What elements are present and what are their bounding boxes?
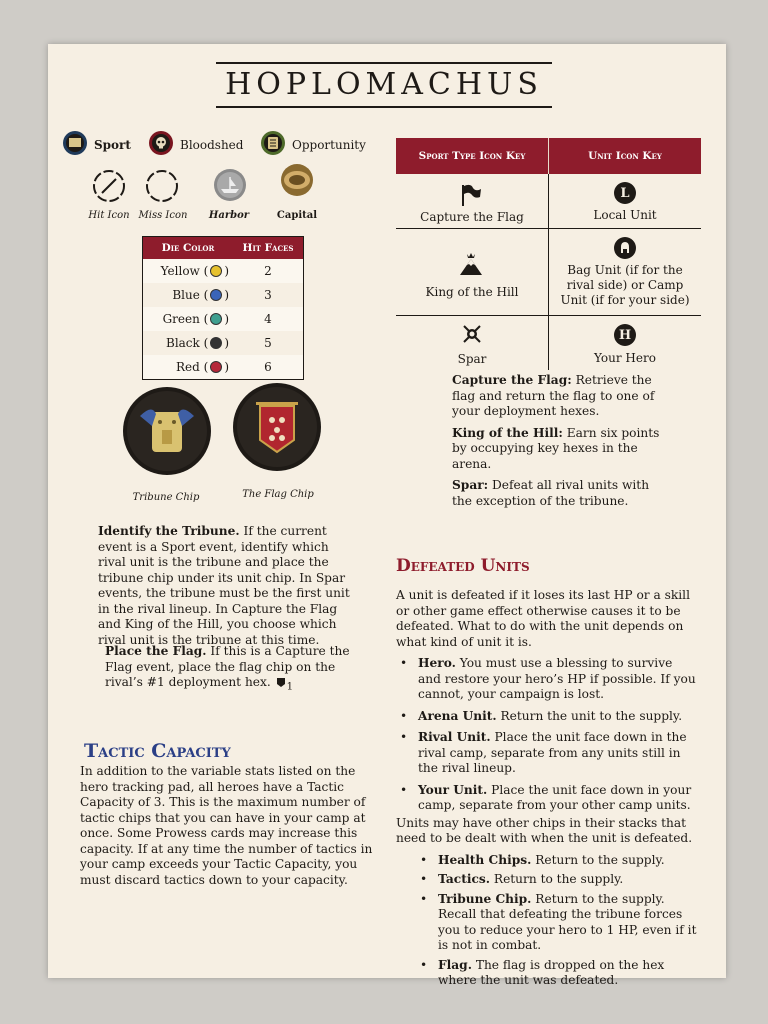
die-color-label: Green (	[162, 312, 209, 326]
die-color-cell	[143, 288, 233, 302]
skull-icon	[148, 130, 174, 159]
die-color-close: )	[224, 360, 229, 374]
unit-cell-bag	[549, 229, 701, 315]
die-icon	[210, 337, 222, 349]
flag-chip-caption: The Flag Chip	[242, 489, 314, 500]
list-item: • Arena Unit. Return the unit to the supply.	[396, 709, 698, 725]
die-table-row	[143, 259, 303, 283]
tribune-chip-caption: Tribune Chip	[132, 492, 200, 503]
list-item: • Your Unit. Place the unit face down in your camp, separate from your other camp units.	[396, 783, 698, 814]
defeated-intro: A unit is defeated if it loses its last HP or a skill or other game effect otherwise causes it to be defeated. What to do with the unit depends on what kind of unit it is.	[396, 588, 690, 649]
defeated-middle: Units may have other chips in their stacks that need to be dealt with when the unit is defeated.	[396, 815, 693, 845]
die-color-label: Blue (	[172, 288, 209, 302]
legend-bloodshed	[148, 130, 243, 159]
capital-caption: Capital	[276, 210, 318, 221]
hit-faces-cell: 2	[264, 264, 272, 278]
sport-cell-spar	[396, 316, 549, 370]
title-block	[216, 62, 552, 108]
die-color-cell	[143, 360, 233, 374]
spar-label: Spar	[457, 352, 487, 366]
hit-icon-caption: Hit Icon	[88, 210, 130, 221]
deployment-hex-number: 1	[286, 681, 294, 693]
sport-row-koth	[396, 229, 701, 316]
spar-description: Spar: Defeat all rival units with the exception of the tribune.	[452, 478, 650, 508]
sport-descriptions	[452, 373, 664, 509]
die-color-cell	[143, 312, 233, 326]
tribune-chip-icon	[122, 386, 212, 480]
defeated-units-section	[396, 588, 698, 989]
list-item: • Health Chips. Return to the supply.	[416, 853, 698, 869]
legend-bloodshed-label: Bloodshed	[180, 137, 244, 152]
place-flag-paragraph: Place the Flag. If this is a Capture the Flag event, place the flag chip on the rival’s #1 deployment hex. $_1$	[105, 644, 350, 693]
legend-sport-label: Sport	[94, 137, 131, 152]
list-item: • Flag. The flag is dropped on the hex where the unit was defeated.	[416, 958, 698, 989]
hit-faces-cell: 3	[264, 288, 272, 302]
unit-cell-hero	[549, 316, 701, 370]
list-item: • Rival Unit. Place the unit face down in the rival camp, separate from any units still in the rival lineup.	[396, 730, 698, 777]
die-table-row	[143, 331, 303, 355]
hit-faces-cell: 4	[264, 312, 272, 326]
title-rule-bottom	[216, 106, 552, 108]
die-table-row	[143, 307, 303, 331]
hit-icon	[91, 168, 127, 208]
die-color-cell	[143, 264, 233, 278]
hit-faces-header: Hit Faces	[242, 242, 294, 254]
die-color-label: Red (	[175, 360, 209, 374]
tactic-capacity-text: In addition to the variable stats listed on the hero tracking pad, all heroes have a Tactic Capacity of 3. This is the maximum number of tactic chips that you can have in your camp at once. Some Prowess cards may increase this capacity. If at any time the number of tactics in your camp exceeds your Tactic Capacity, you must discard tactics down to your capacity.	[80, 764, 373, 887]
sport-row-ctf	[396, 174, 701, 229]
die-color-close: )	[224, 288, 229, 302]
die-table-row	[143, 283, 303, 307]
die-icon	[210, 313, 222, 325]
deployment-hex-icon	[275, 675, 287, 689]
sport-table-header	[396, 138, 701, 174]
die-table-body	[143, 259, 303, 379]
hit-faces-cell: 5	[264, 336, 272, 350]
list-item: • Hero. You must use a blessing to survive and restore your hero’s HP if possible. If you cannot, your campaign is lost.	[396, 656, 698, 703]
koth-label: King of the Hill	[425, 285, 519, 299]
ctf-label: Capture the Flag	[420, 210, 524, 224]
unit-icon-header: Unit Icon Key	[588, 150, 662, 162]
die-icon	[210, 289, 222, 301]
die-table-row	[143, 355, 303, 379]
opportunity-icon	[260, 130, 286, 159]
die-table-header	[143, 237, 303, 259]
capital-icon	[279, 162, 315, 202]
sport-type-table	[396, 138, 701, 370]
list-item: • Tribune Chip. Return to the supply. Recall that defeating the tribune forces you to reduce your hero to 1 HP, even if it is not in combat.	[416, 892, 698, 954]
die-color-header: Die Color	[161, 242, 215, 254]
legend-opportunity-label: Opportunity	[292, 137, 366, 152]
local-unit-label: Local Unit	[593, 208, 657, 222]
legend-opportunity	[260, 130, 366, 159]
koth-description: King of the Hill: Earn six points by occupying key hexes in the arena.	[452, 425, 660, 471]
ctf-description: Capture the Flag: Retrieve the flag and return the flag to one of your deployment hexes.	[452, 373, 655, 418]
miss-icon-caption: Miss Icon	[138, 210, 188, 221]
sport-row-spar	[396, 316, 701, 370]
unit-cell-local	[549, 174, 701, 228]
sport-type-header: Sport Type Icon Key	[396, 138, 549, 174]
defeated-unit-list	[396, 656, 698, 814]
legend-sport	[62, 130, 131, 159]
spar-swords-icon	[460, 322, 484, 349]
die-color-cell	[143, 336, 233, 350]
sport-cell-koth	[396, 229, 549, 315]
flag-chip-icon	[232, 382, 322, 476]
defeated-chip-list	[396, 853, 698, 989]
hero-unit-label: Your Hero	[594, 351, 656, 365]
hit-faces-cell: 6	[264, 360, 272, 374]
page-title: HOPLOMACHUS	[225, 67, 543, 102]
tactic-capacity-heading: Tactic Capacity	[84, 740, 231, 762]
sport-cell-ctf	[396, 174, 549, 228]
hill-icon	[458, 251, 484, 280]
die-icon	[210, 265, 222, 277]
helmet-icon	[614, 237, 636, 259]
defeated-units-heading: Defeated Units	[396, 556, 530, 576]
die-color-label: Black (	[166, 336, 209, 350]
die-color-close: )	[224, 312, 229, 326]
die-color-table	[142, 236, 304, 380]
list-item: • Tactics. Return to the supply.	[416, 872, 698, 888]
die-color-close: )	[224, 336, 229, 350]
sport-icon	[62, 130, 88, 159]
identify-tribune-paragraph: Identify the Tribune. If the current event is a Sport event, identify which rival unit is the tribune and place the tribune chip under its unit chip. In Spar events, the tribune must be the first unit in the rival lineup. In Capture the Flag and King of the Hill, you choose which rival unit is the tribune at this time.	[98, 524, 350, 647]
die-icon	[210, 361, 222, 373]
miss-icon	[144, 168, 180, 208]
die-color-label: Yellow (	[160, 264, 209, 278]
bag-unit-label: Bag Unit (if for the rival side) or Camp Unit (if for your side)	[560, 263, 690, 307]
harbor-icon	[212, 167, 248, 207]
die-color-close: )	[224, 264, 229, 278]
hero-unit-icon: H	[614, 324, 636, 346]
harbor-caption: Harbor	[208, 210, 250, 221]
local-unit-icon: L	[614, 182, 636, 204]
flag-icon	[458, 182, 484, 211]
